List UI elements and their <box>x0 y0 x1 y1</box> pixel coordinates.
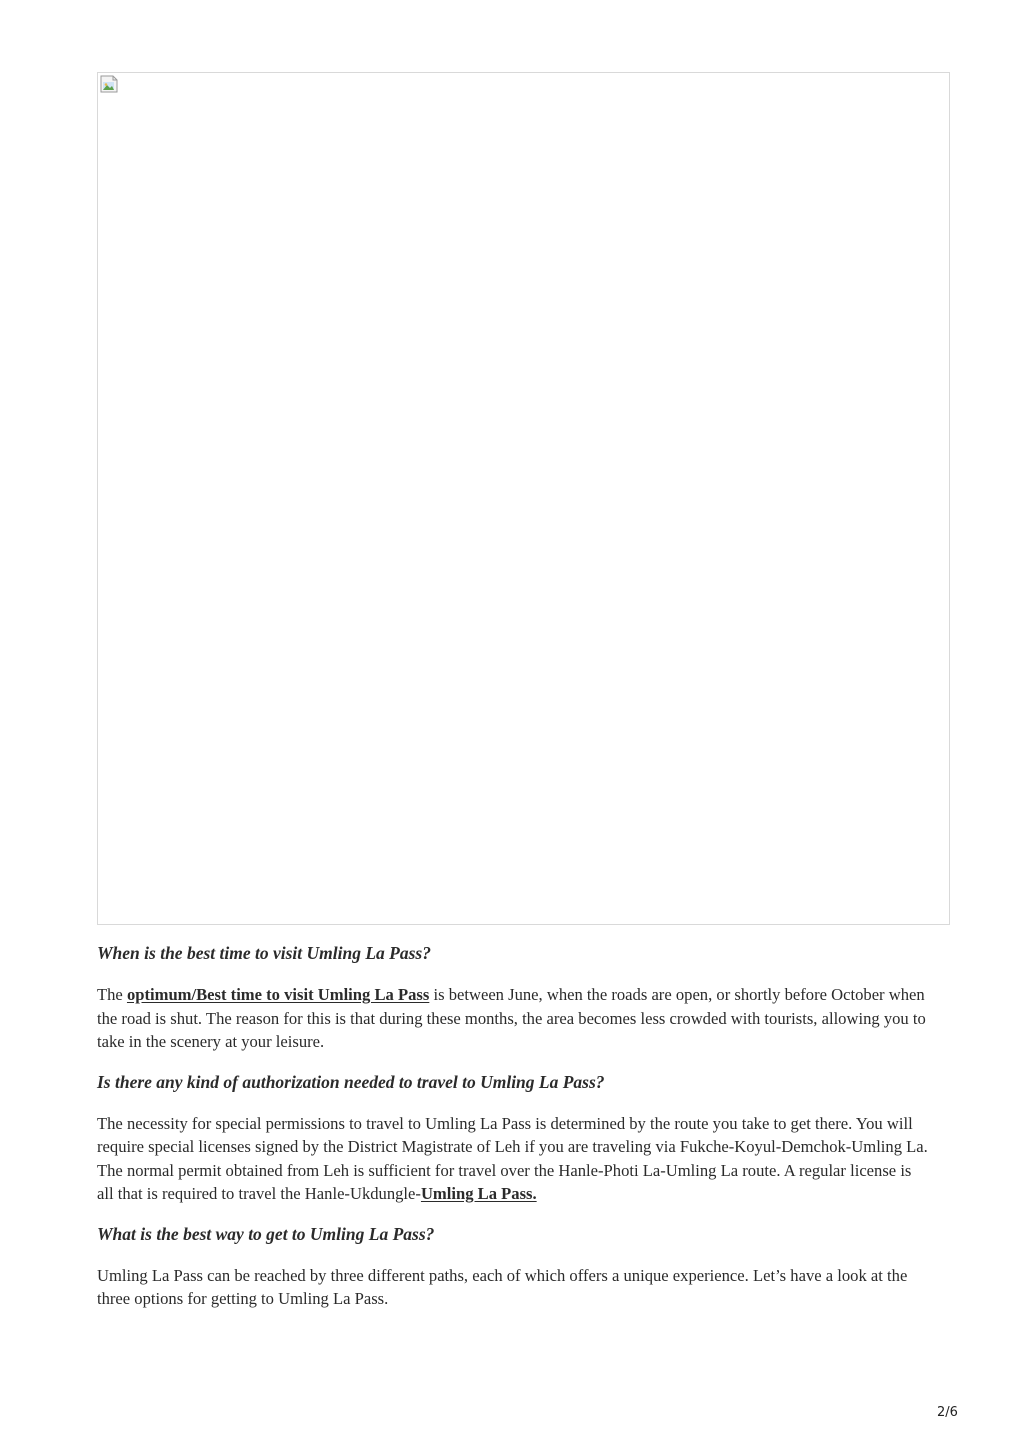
paragraph-text: is between June, when the roads are open, or shortly before October when the road is shut. The reason for this is that during these months, the area becomes less crowded with tourists, allowing you to take in the scenery at your leisure. <box>97 985 926 1051</box>
page-number: 2/6 <box>937 1405 958 1420</box>
document-body <box>97 72 929 1311</box>
section-heading-authorization: Is there any kind of authorization needed to travel to Umling La Pass? <box>97 1071 605 1092</box>
paragraph-text: The necessity for special permissions to travel to Umling La Pass is determined by the route you take to get there. You will require special licenses signed by the District Magistrate of Leh if you are traveling via Fukche-Koyul-Demchok-Umling La. The normal permit obtained from Leh is sufficient for travel over the Hanle-Photi La-Umling La route. A regular license is all that is required to travel the Hanle-Ukdungle- <box>97 1113 928 1203</box>
section-paragraph-best-time <box>97 983 929 1054</box>
umling-la-pass-link[interactable]: Umling La Pass. <box>420 1184 537 1203</box>
section-heading-best-time: When is the best time to visit Umling La Pass? <box>97 943 431 963</box>
section-paragraph-best-way: Umling La Pass can be reached by three different paths, each of which offers a unique experience. Let’s have a look at the three options for getting to Umling La Pass. <box>97 1265 908 1308</box>
article-image <box>97 72 950 925</box>
section-paragraph-authorization <box>97 1112 929 1206</box>
best-time-link[interactable]: optimum/Best time to visit Umling La Pass <box>126 985 430 1004</box>
section-heading-best-way: What is the best way to get to Umling La Pass? <box>97 1223 435 1244</box>
paragraph-text: The <box>97 985 127 1004</box>
broken-image-icon <box>100 75 118 93</box>
